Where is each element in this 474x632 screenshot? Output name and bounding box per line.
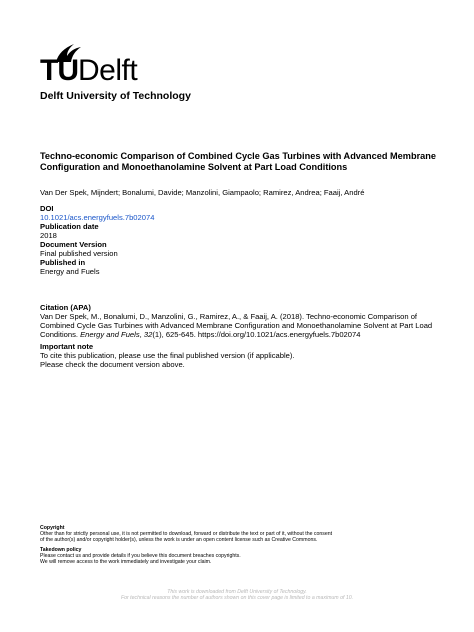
publication-date-block — [40, 223, 440, 240]
important-note-line-2: Please check the document version above. — [40, 359, 185, 369]
citation-text-before: Van Der Spek, M., Bonalumi, D., Manzolini, G., Ramirez, A., & Faaij, A. (2018). Techno-economic Comparison of Combined Cycle Gas Turbines with Advanced Membrane Configuration and Monoethanolamine Solvent at Part Load Conditions. — [40, 311, 433, 339]
footer-line-2: For technical reasons the number of authors shown on this cover page is limited to a maximum of 10. — [120, 595, 354, 601]
published-in-value: Energy and Fuels — [40, 266, 100, 276]
citation-comma: , — [139, 329, 144, 339]
important-note-line-1: To cite this publication, please use the final published version (if applicable). — [40, 350, 295, 360]
citation-text — [40, 313, 435, 340]
published-in-label: Published in — [40, 258, 86, 267]
document-title: Techno-economic Comparison of Combined Cycle Gas Turbines with Advanced Membrane Configuration and Monoethanolamine Solvent at Part Load Conditions — [40, 151, 436, 172]
tu-delft-logo — [40, 42, 160, 88]
doi-label: DOI — [40, 204, 54, 213]
document-version-label: Document Version — [40, 240, 107, 249]
copyright-block — [40, 525, 450, 543]
document-version-block — [40, 241, 440, 258]
logo-delft: Delft — [78, 54, 138, 87]
publication-date-value: 2018 — [40, 230, 57, 240]
important-note-block — [40, 343, 435, 370]
copyright-line-1: Other than for strictly personal use, it is not permitted to download, forward or distribute the text or part of it, without the consent — [40, 531, 333, 537]
citation-label: Citation (APA) — [40, 303, 91, 312]
footer-notice — [0, 589, 474, 601]
author-list: Van Der Spek, Mijndert; Bonalumi, Davide; Manzolini, Giampaolo; Ramirez, Andrea; Faaij, André — [40, 188, 365, 197]
citation-block — [40, 304, 435, 340]
logo-wordmark — [40, 54, 137, 88]
institution-name: Delft University of Technology — [40, 90, 191, 102]
citation-journal: Energy and Fuels — [80, 329, 140, 339]
document-version-value: Final published version — [40, 248, 118, 258]
citation-volume: 32 — [143, 329, 153, 339]
takedown-line-1: Please contact us and provide details if you believe this document breaches copyrights. — [40, 553, 241, 559]
takedown-label: Takedown policy — [40, 547, 82, 553]
doi-block — [40, 205, 440, 222]
doi-link[interactable]: 10.1021/acs.energyfuels.7b02074 — [40, 212, 155, 222]
published-in-block — [40, 259, 440, 276]
copyright-label: Copyright — [40, 525, 65, 531]
logo-tu: TU — [40, 54, 78, 87]
takedown-block — [40, 547, 450, 565]
footer-line-1: This work is downloaded from Delft University of Technology. — [167, 589, 307, 595]
citation-text-after: (1), 625-645. https://doi.org/10.1021/acs.energyfuels.7b02074 — [152, 329, 361, 339]
publication-date-label: Publication date — [40, 222, 99, 231]
copyright-line-2: of the author(s) and/or copyright holder(s), unless the work is under an open content license such as Creative Commons. — [40, 537, 318, 543]
important-note-label: Important note — [40, 342, 94, 351]
takedown-line-2: We will remove access to the work immediately and investigate your claim. — [40, 559, 212, 565]
